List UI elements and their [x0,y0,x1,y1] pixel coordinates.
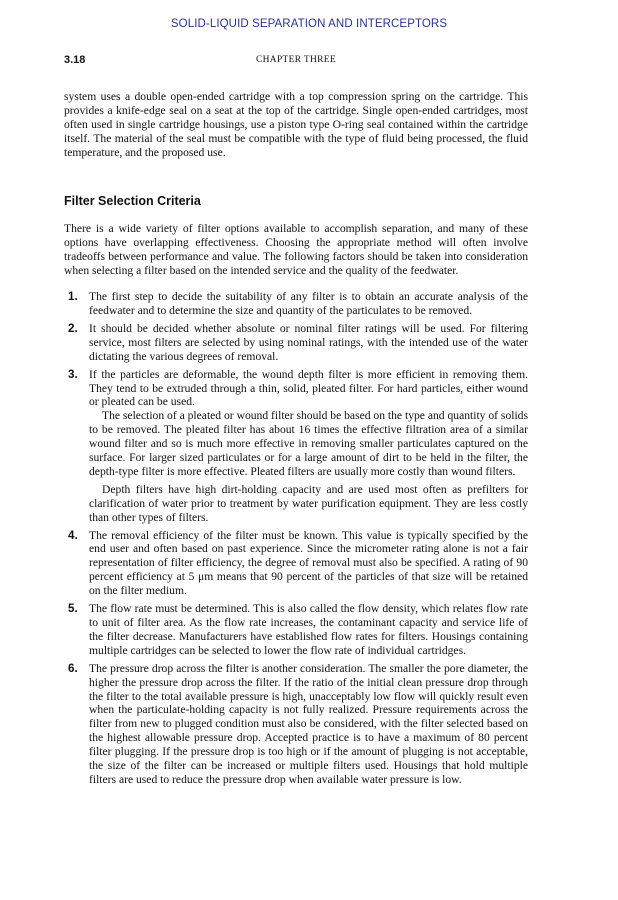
item-continuation-paragraph: The selection of a pleated or wound filter should be based on the type and quantity of solids to be removed. The pleated filter has about 16 times the effective filtration area of a similar wound filter and so is much more effective in removing smaller particulates captured on the surface. For larger sized particulates or for a large amount of dirt to be held in the filter, the depth-type filter is more effective. Pleated filters are usually more costly than wound filters. [89,409,528,478]
list-item [64,322,528,364]
folio-row [64,54,528,68]
section-lead-paragraph: There is a wide variety of filter options available to accomplish separation, and many of these options have overlapping effectiveness. Choosing the appropriate method will often involve tradeoffs between performance and value. The following factors should be taken into consideration when selecting a filter based on the intended service and the quality of the feedwater. [64,222,528,278]
item-number: 3. [68,367,78,381]
list-item [64,368,528,525]
list-item [64,662,528,787]
item-text: It should be decided whether absolute or nominal filter ratings will be used. For filtering service, most filters are selected by using nominal ratings, with the intended use of the water dictating the various degrees of removal. [89,321,528,363]
item-text: The flow rate must be determined. This is also called the flow density, which relates flow rate to unit of filter area. As the flow rate increases, the contaminant capacity and service life of the filter decrease. Manufacturers have established flow rates for filters. Housings containing multiple cartridges can be selected to lower the flow rate of individual cartridges. [89,602,528,657]
item-number: 5. [68,602,78,616]
page-body [64,90,528,791]
item-number: 4. [68,528,78,542]
item-text: The pressure drop across the filter is another consideration. The smaller the pore diameter, the higher the pressure drop across the filter. If the ratio of the initial clean pressure drop through the filter to the total available pressure is high, unacceptably low flow will quickly result even when the particulate-holding capacity is not fully realized. Pressure requirements across the filter from new to plugged condition must also be considered, with the filter selected based on the highest allowable pressure drop. Accepted practice is to have a maximum of 80 percent filter plugging. If the pressure drop is too high or if the amount of plugging is not acceptable, the size of the filter can be increased or multiple filters used. Housings that hold multiple filters are used to reduce the pressure drop when available water pressure is low. [89,661,528,786]
item-number: 6. [68,661,78,675]
page-number: 3.18 [64,54,86,66]
item-number: 1. [68,290,78,304]
chapter-label: CHAPTER THREE [256,55,336,65]
item-number: 2. [68,321,78,335]
list-item [64,602,528,658]
running-title: SOLID-LIQUID SEPARATION AND INTERCEPTORS [170,18,448,30]
list-item [64,529,528,599]
factor-list [64,290,528,787]
section-heading: Filter Selection Criteria [64,193,201,208]
item-text: The first step to decide the suitability of any filter is to obtain an accurate analysis of the feedwater and to determine the size and quantity of the particulates to be removed. [89,290,528,317]
list-item [64,290,528,318]
item-text: If the particles are deformable, the wound depth filter is more efficient in removing them. They tend to be extruded through a thin, solid, pleated filter. For hard particles, either wound or pleated can be used. [89,367,528,409]
item-text: The removal efficiency of the filter must be known. This value is typically specified by the end user and often based on past experience. Since the micrometer rating alone is not a fair representation of filter efficiency, the degree of removal must also be specified. A rating of 90 percent efficiency at 5 μm means that 90 percent of the particles of that size will be retained on the filter medium. [89,528,528,598]
intro-paragraph: system uses a double open-ended cartridge with a top compression spring on the cartridge. This provides a knife-edge seal on a seat at the top of the cartridge. Single open-ended cartridges, most often used in single cartridge housings, use a piston type O-ring seal contained within the cartridge itself. The material of the seal must be compatible with the type of fluid being processed, the fluid temperature, and the proposed use. [64,90,528,159]
item-continuation-paragraph: Depth filters have high dirt-holding capacity and are used most often as prefilters for clarification of water prior to treatment by water purification equipment. They are less costly than other types of filters. [89,482,528,524]
